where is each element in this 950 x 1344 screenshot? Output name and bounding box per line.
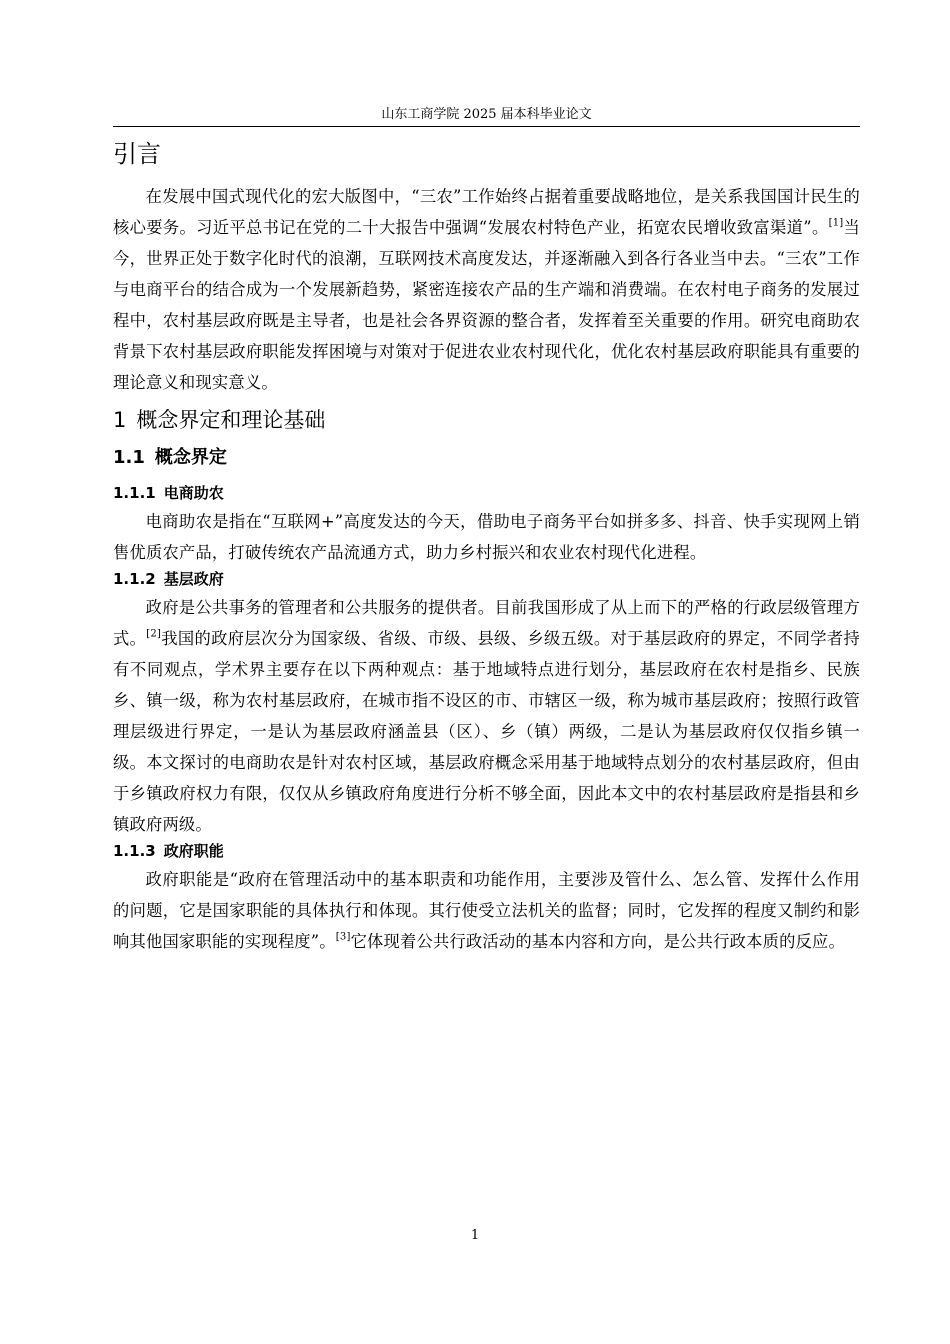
citation-3: [3] [335, 931, 351, 943]
subsection-1-1-1-heading [113, 482, 860, 505]
header-rule [113, 126, 860, 127]
section-1-1-number: 1.1 [113, 447, 145, 468]
subsection-1-1-3-text-a: 政府职能是“政府在管理活动中的基本职责和功能作用，主要涉及管什么、怎么管、发挥什么作用的问题，它是国家职能的具体执行和体现。其行使受立法机关的监督；同时，它发挥的程度又制约和影响其他国家职能的实现程度”。 [113, 870, 860, 951]
subsection-1-1-3-number: 1.1.3 [113, 842, 156, 860]
intro-heading: 引言 [113, 140, 161, 168]
subsection-1-1-2-heading [113, 568, 860, 591]
chapter-1-heading [113, 406, 860, 434]
intro-text-a: 在发展中国式现代化的宏大版图中，“三农”工作始终占据着重要战略地位，是关系我国国计民生的核心要务。习近平总书记在党的二十大报告中强调“发展农村特色产业，拓宽农民增收致富渠道”。 [113, 187, 860, 237]
intro-paragraph [113, 181, 860, 398]
section-1-1-title: 概念界定 [154, 447, 227, 468]
citation-2: [2] [146, 628, 162, 640]
subsection-1-1-1-title: 电商助农 [163, 484, 224, 502]
subsection-1-1-2-text-a: 政府是公共事务的管理者和公共服务的提供者。目前我国形成了从上而下的严格的行政层级管理方式。 [113, 598, 860, 648]
subsection-1-1-3-title: 政府职能 [163, 842, 224, 860]
subsection-1-1-2-title: 基层政府 [163, 570, 224, 588]
intro-text-b: 当今，世界正处于数字化时代的浪潮，互联网技术高度发达，并逐渐融入到各行各业当中去。“三农”工作与电商平台的结合成为一个发展新趋势，紧密连接农产品的生产端和消费端。在农村电子商务的发展过程中，农村基层政府既是主导者，也是社会各界资源的整合者，发挥着至关重要的作用。研究电商助农背景下农村基层政府职能发挥困境与对策对于促进农业农村现代化，优化农村基层政府职能具有重要的理论意义和现实意义。 [113, 218, 861, 392]
page-content [113, 136, 860, 957]
subsection-1-1-2-number: 1.1.2 [113, 570, 156, 588]
subsection-1-1-3-text-b: 它体现着公共行政活动的基本内容和方向，是公共行政本质的反应。 [350, 932, 846, 951]
subsection-1-1-3-heading [113, 840, 860, 863]
subsection-1-1-2-text-b: 我国的政府层次分为国家级、省级、市级、县级、乡级五级。对于基层政府的界定，不同学者持有不同观点，学术界主要存在以下两种观点：基于地域特点进行划分，基层政府在农村是指乡、民族乡、镇一级，称为农村基层政府，在城市指不设区的市、市辖区一级，称为城市基层政府；按照行政管理层级进行界定，一是认为基层政府涵盖县（区）、乡（镇）两级，二是认为基层政府仅仅指乡镇一级。本文探讨的电商助农是针对农村区域，基层政府概念采用基于地域特点划分的农村基层政府，但由于乡镇政府权力有限，仅仅从乡镇政府角度进行分析不够全面，因此本文中的农村基层政府是指县和乡镇政府两级。 [113, 629, 861, 834]
chapter-1-number: 1 [113, 408, 127, 432]
subsection-1-1-1-number: 1.1.1 [113, 484, 156, 502]
subsection-1-1-3-paragraph [113, 864, 860, 957]
page-number: 1 [470, 1228, 480, 1243]
subsection-1-1-1-paragraph: 电商助农是指在“互联网+”高度发达的今天，借助电子商务平台如拼多多、抖音、快手实现网上销售优质农产品，打破传统农产品流通方式，助力乡村振兴和农业农村现代化进程。 [113, 512, 860, 562]
running-header: 山东工商学院 2025 届本科毕业论文 [381, 107, 592, 122]
subsection-1-1-2-paragraph [113, 592, 860, 840]
section-1-1-heading [113, 445, 860, 471]
chapter-1-title: 概念界定和理论基础 [136, 408, 326, 432]
citation-1: [1] [828, 217, 844, 229]
